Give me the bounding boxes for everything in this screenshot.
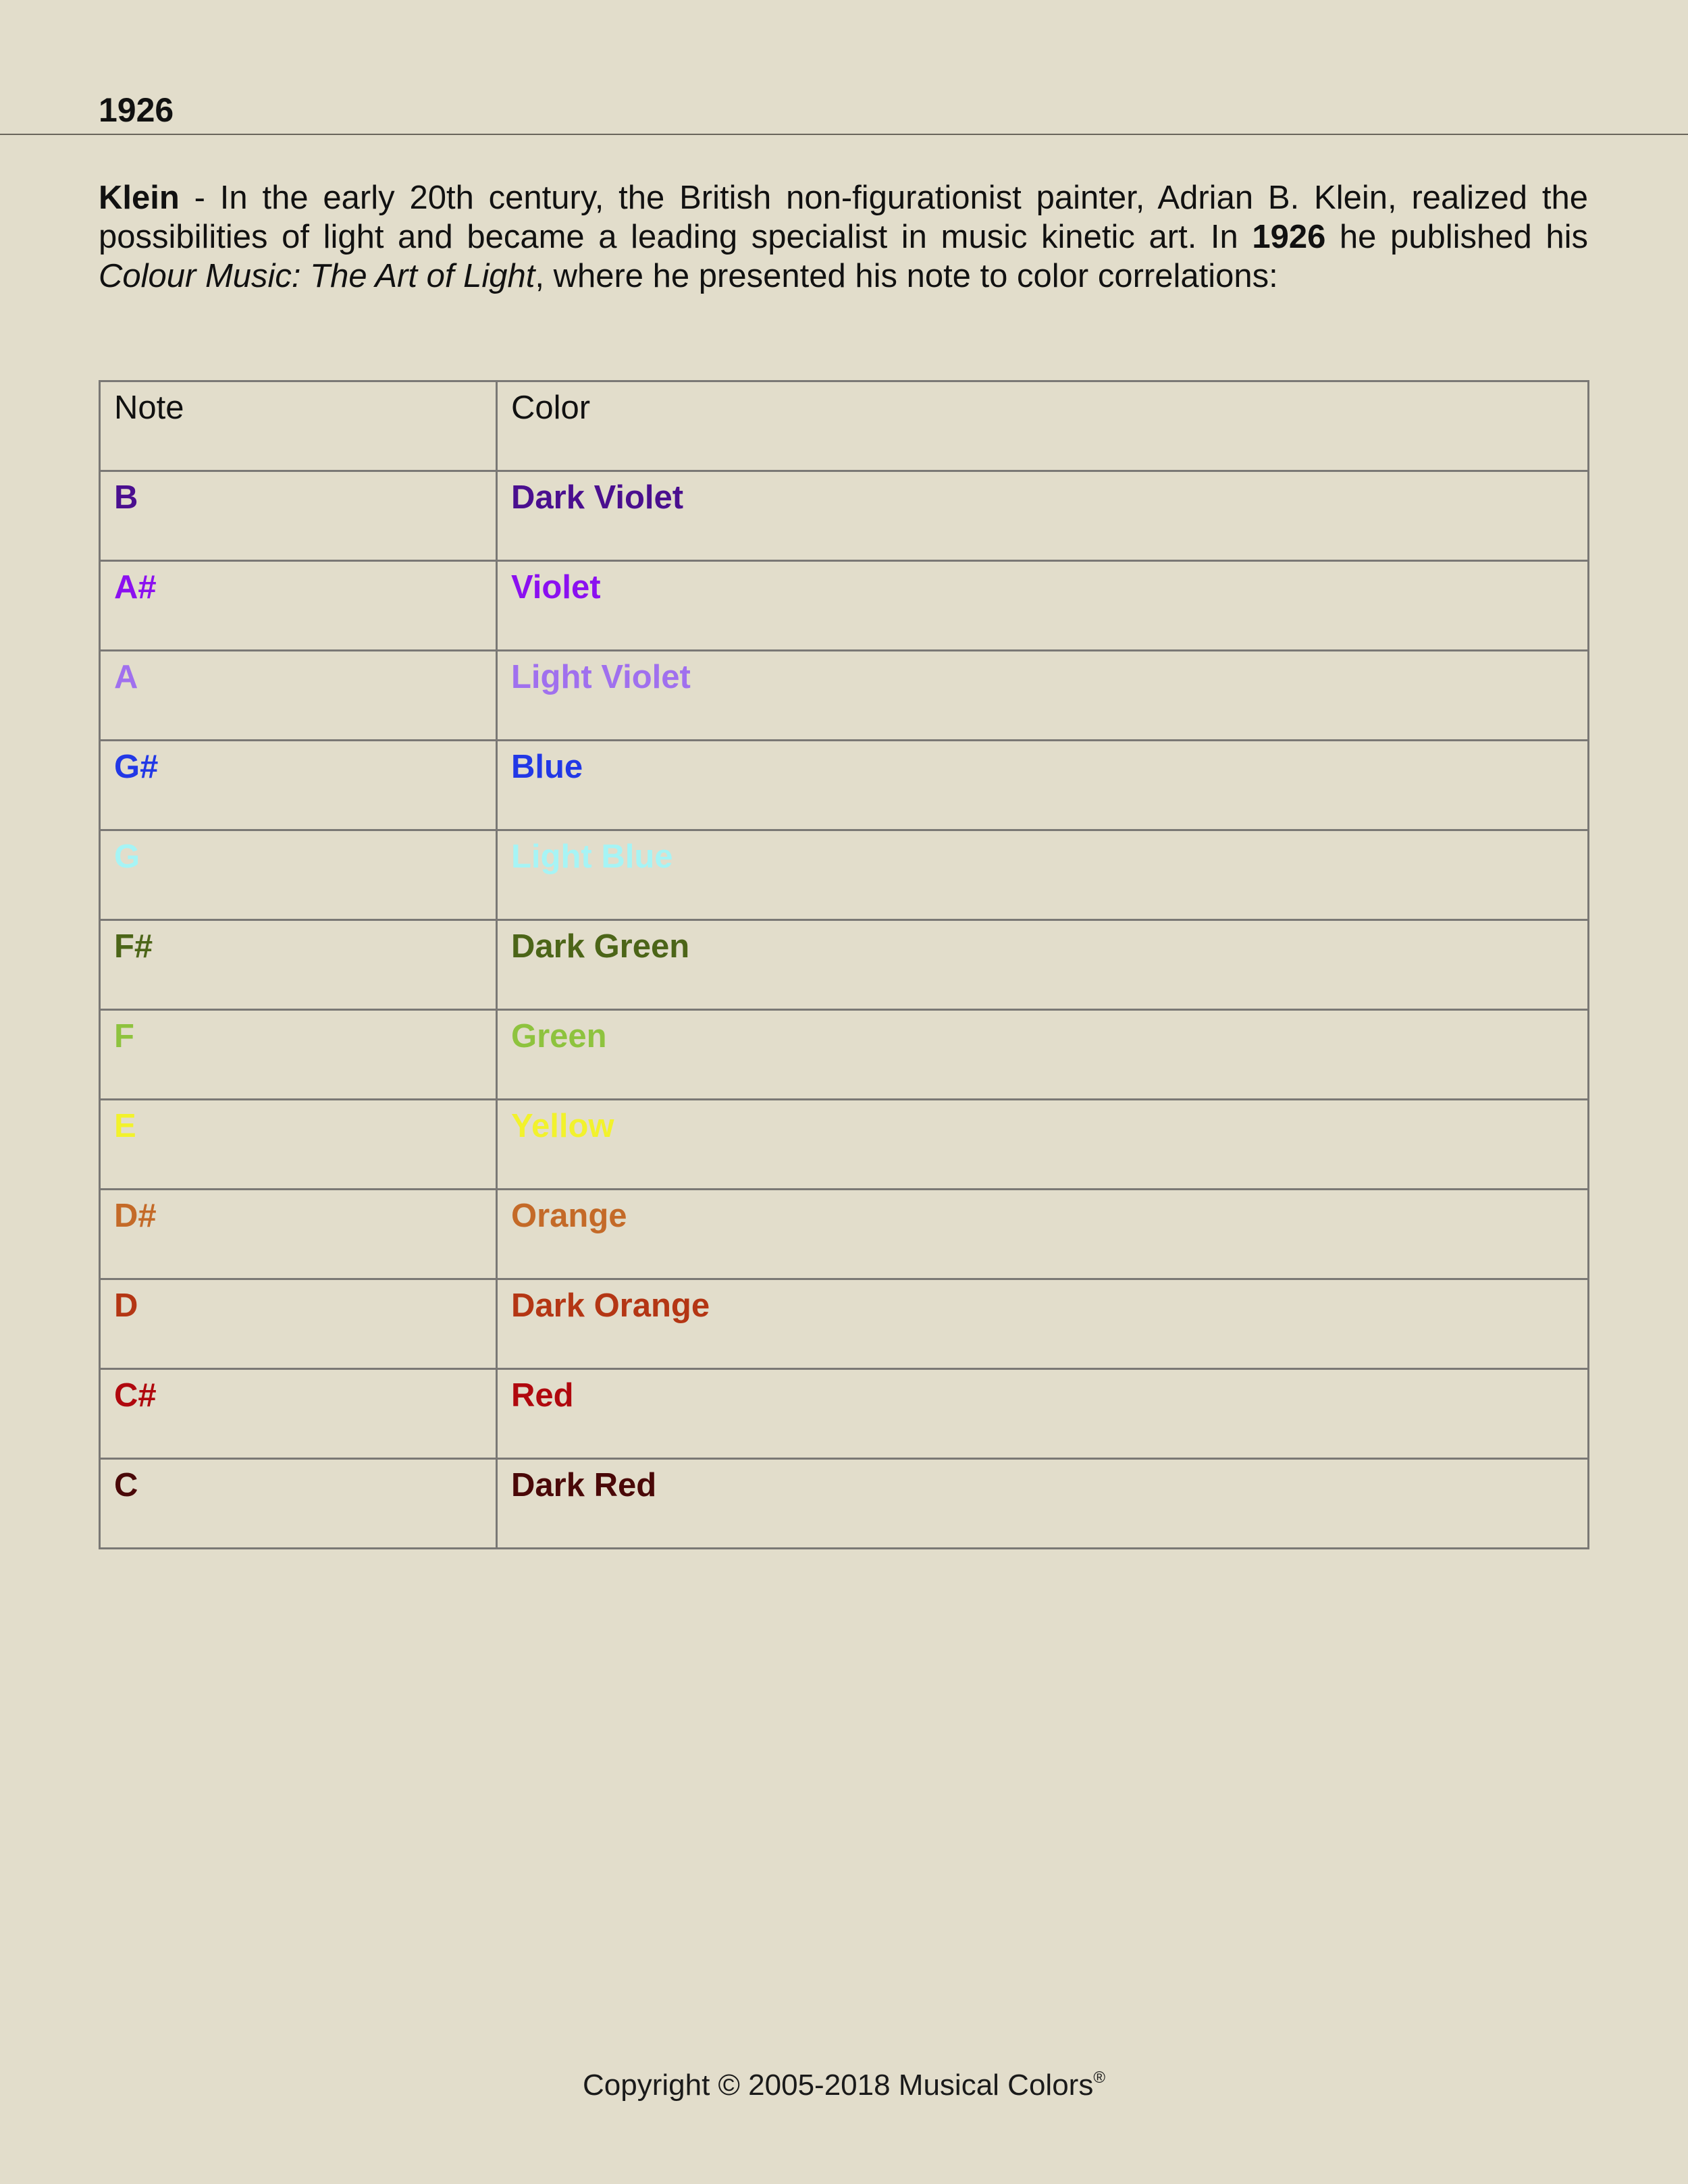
page-header bbox=[0, 0, 1688, 135]
note-cell: G# bbox=[100, 741, 497, 830]
table-row bbox=[100, 1279, 1589, 1369]
copyright-text: Copyright © 2005-2018 Musical Colors bbox=[582, 2069, 1094, 2102]
note-cell: C# bbox=[100, 1369, 497, 1459]
note-color-table bbox=[99, 380, 1589, 1549]
note-cell: A# bbox=[100, 561, 497, 651]
book-title: Colour Music: The Art of Light bbox=[99, 258, 535, 294]
intro-text-1: - In the early 20th century, the British non-figurationist painter, Adrian B. Klein, realized the possibilities of light and became a leading specialist in music kinetic art. In bbox=[99, 180, 1588, 255]
color-column-header: Color bbox=[497, 381, 1589, 471]
color-cell: Dark Red bbox=[497, 1459, 1589, 1549]
intro-text-3: , where he presented his note to color correlations: bbox=[535, 258, 1278, 294]
table-row bbox=[100, 741, 1589, 830]
note-column-header: Note bbox=[100, 381, 497, 471]
table-row bbox=[100, 1369, 1589, 1459]
intro-paragraph bbox=[99, 178, 1588, 296]
table-row bbox=[100, 651, 1589, 741]
table-row bbox=[100, 920, 1589, 1010]
color-cell: Yellow bbox=[497, 1100, 1589, 1190]
note-cell: D# bbox=[100, 1190, 497, 1279]
year-heading: 1926 bbox=[99, 91, 174, 129]
color-cell: Green bbox=[497, 1010, 1589, 1100]
note-cell: B bbox=[100, 471, 497, 561]
color-cell: Dark Green bbox=[497, 920, 1589, 1010]
copyright-footer bbox=[0, 2068, 1688, 2104]
table-header-row bbox=[100, 381, 1589, 471]
note-cell: C bbox=[100, 1459, 497, 1549]
note-cell: E bbox=[100, 1100, 497, 1190]
table-body bbox=[100, 471, 1589, 1549]
table-row bbox=[100, 830, 1589, 920]
intro-name: Klein bbox=[99, 180, 180, 216]
note-cell: F bbox=[100, 1010, 497, 1100]
table-row bbox=[100, 1459, 1589, 1549]
intro-text-2: he published his bbox=[1325, 219, 1588, 255]
table-row bbox=[100, 1010, 1589, 1100]
registered-mark: ® bbox=[1093, 2069, 1106, 2087]
color-cell: Red bbox=[497, 1369, 1589, 1459]
table-row bbox=[100, 561, 1589, 651]
note-cell: D bbox=[100, 1279, 497, 1369]
color-cell: Light Violet bbox=[497, 651, 1589, 741]
note-cell: A bbox=[100, 651, 497, 741]
note-cell: F# bbox=[100, 920, 497, 1010]
table-row bbox=[100, 471, 1589, 561]
intro-year: 1926 bbox=[1252, 219, 1326, 255]
color-cell: Light Blue bbox=[497, 830, 1589, 920]
color-cell: Blue bbox=[497, 741, 1589, 830]
table-row bbox=[100, 1190, 1589, 1279]
color-cell: Dark Violet bbox=[497, 471, 1589, 561]
note-cell: G bbox=[100, 830, 497, 920]
table-row bbox=[100, 1100, 1589, 1190]
color-cell: Violet bbox=[497, 561, 1589, 651]
color-cell: Dark Orange bbox=[497, 1279, 1589, 1369]
color-cell: Orange bbox=[497, 1190, 1589, 1279]
